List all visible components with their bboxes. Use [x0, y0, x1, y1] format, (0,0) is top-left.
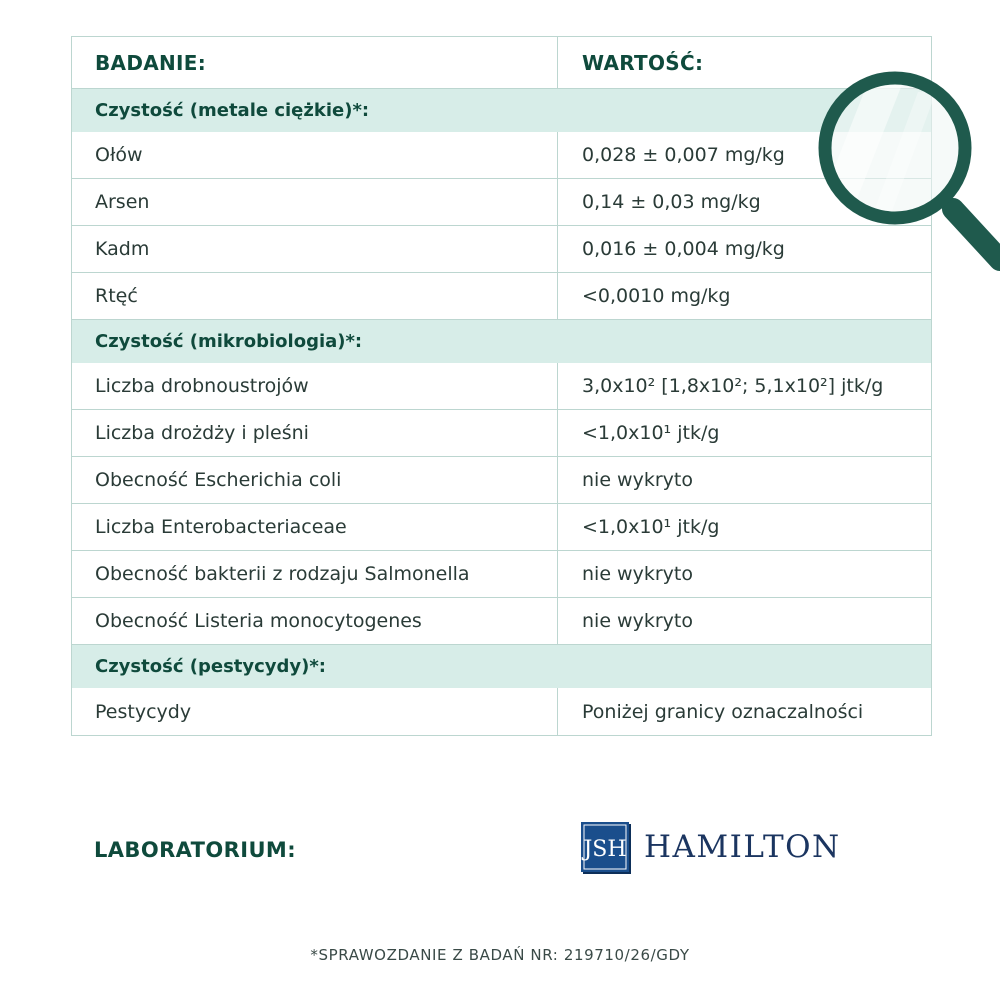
test-value: <1,0x10¹ jtk/g: [582, 422, 720, 444]
test-name: Ołów: [72, 132, 558, 178]
header-test-column: BADANIE:: [72, 37, 558, 88]
report-footnote: *SPRAWOZDANIE Z BADAŃ NR: 219710/26/GDY: [310, 946, 690, 964]
section-microbiology: [72, 320, 931, 363]
table-row: [72, 551, 931, 598]
test-name: Obecność Listeria monocytogenes: [72, 598, 558, 644]
hamilton-logo-mark: [581, 822, 629, 872]
section-pesticides: [72, 645, 931, 688]
results-table: [71, 36, 932, 736]
table-row: [72, 132, 931, 179]
test-value: <0,0010 mg/kg: [582, 285, 731, 307]
test-value: nie wykryto: [582, 610, 693, 632]
section-title: Czystość (pestycydy)*:: [95, 656, 326, 677]
test-value: <1,0x10¹ jtk/g: [582, 516, 720, 538]
test-name: Kadm: [72, 226, 558, 272]
test-value: 0,028 ± 0,007 mg/kg: [582, 144, 785, 166]
table-row: [72, 410, 931, 457]
svg-text:JSH: JSH: [583, 837, 627, 862]
test-value: 3,0x10² [1,8x10²; 5,1x10²] jtk/g: [582, 375, 884, 397]
test-name: Liczba Enterobacteriaceae: [72, 504, 558, 550]
table-row: [72, 598, 931, 645]
logo-monogram-icon: [581, 822, 629, 872]
table-row: [72, 504, 931, 551]
section-title: Czystość (metale ciężkie)*:: [95, 100, 370, 121]
test-name: Obecność Escherichia coli: [72, 457, 558, 503]
test-value: nie wykryto: [582, 469, 693, 491]
test-name: Obecność bakterii z rodzaju Salmonella: [72, 551, 558, 597]
hamilton-logo-text: HAMILTON: [644, 829, 841, 865]
test-name: Pestycydy: [72, 688, 558, 735]
table-row: [72, 363, 931, 410]
header-value-column: WARTOŚĆ:: [582, 50, 704, 75]
table-row: [72, 457, 931, 504]
test-value: Poniżej granicy oznaczalności: [582, 700, 864, 723]
table-row: [72, 179, 931, 226]
hamilton-logo: [581, 822, 841, 872]
laboratory-label: LABORATORIUM:: [94, 838, 296, 862]
test-value: 0,14 ± 0,03 mg/kg: [582, 191, 761, 213]
section-title: Czystość (mikrobiologia)*:: [95, 331, 363, 352]
test-name: Rtęć: [72, 273, 558, 319]
table-row: [72, 226, 931, 273]
test-value: 0,016 ± 0,004 mg/kg: [582, 238, 785, 260]
test-name: Liczba drobnoustrojów: [72, 363, 558, 409]
table-row: [72, 688, 931, 735]
test-value: nie wykryto: [582, 563, 693, 585]
test-name: Liczba drożdży i pleśni: [72, 410, 558, 456]
test-name: Arsen: [72, 179, 558, 225]
table-row: [72, 273, 931, 320]
section-heavy-metals: [72, 89, 931, 132]
table-header: [72, 37, 931, 89]
